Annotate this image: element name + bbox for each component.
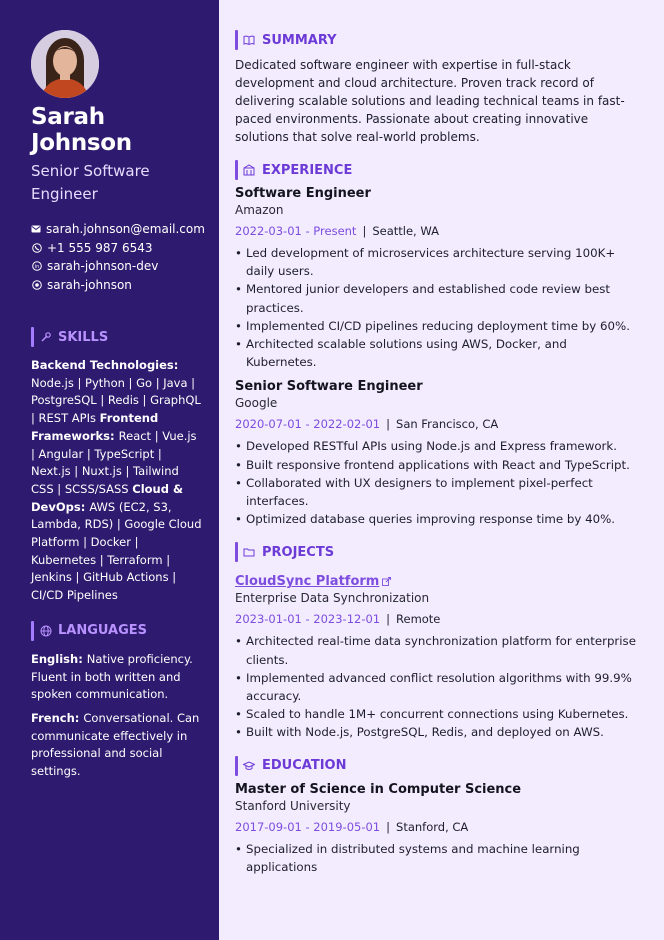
sidebar — [0, 0, 219, 940]
skills-heading-text: SKILLS — [58, 329, 109, 345]
project-name: CloudSync Platform — [235, 574, 380, 590]
folder-icon — [243, 546, 255, 558]
contact-linkedin-text: sarah-johnson-dev — [47, 259, 159, 273]
company-name: Google — [235, 396, 278, 411]
bullet-item: • Collaborated with UX designers to implement pixel-perfect interfaces. — [235, 474, 640, 510]
project-bullets — [235, 632, 640, 741]
job-bullets — [235, 437, 640, 528]
bullet-item: • Developed RESTful APIs using Node.js and Express framework. — [235, 437, 640, 455]
language-item — [31, 710, 203, 781]
skill-group-label: Frontend Frameworks: — [31, 411, 159, 443]
language-label: French: — [31, 710, 84, 725]
globe-icon — [40, 625, 52, 637]
bullet-item: • Optimized database queries improving response time by 40%. — [235, 510, 640, 528]
bullet-item: • Scaled to handle 1M+ concurrent connections using Kubernetes. — [235, 705, 640, 723]
bullet-item: • Led development of microservices architecture serving 100K+ daily users. — [235, 244, 640, 280]
email-icon — [31, 224, 41, 235]
graduation-cap-icon — [243, 760, 255, 772]
contact-github[interactable] — [31, 276, 203, 295]
languages-heading — [31, 621, 203, 641]
heading-accent-bar — [31, 327, 34, 347]
education-meta — [235, 820, 640, 834]
experience-heading — [235, 160, 640, 180]
bullet-item: • Built responsive frontend applications with React and TypeScript. — [235, 456, 640, 474]
project-dates: 2023-01-01 - 2023-12-01 — [235, 612, 381, 627]
external-link-icon — [382, 577, 391, 586]
contact-linkedin[interactable] — [31, 257, 203, 276]
heading-accent-bar — [235, 160, 238, 180]
job-location: San Francisco, CA — [396, 417, 499, 432]
experience-section — [235, 160, 640, 528]
contact-github-text: sarah-johnson — [47, 277, 132, 292]
experience-heading-text: EXPERIENCE — [262, 162, 353, 178]
profile-name: Sarah Johnson — [31, 104, 132, 156]
summary-text: Dedicated software engineer with expertise in full-stack development and cloud architecture. Proven track record of delivering scalable solutions and leading technical teams in fast-paced environments. Passionate about creating innovative solutions that solve real-world problems. — [235, 58, 625, 144]
education-heading-text: EDUCATION — [262, 758, 347, 774]
skill-group-label: Cloud & DevOps: — [31, 481, 183, 514]
linkedin-icon — [31, 261, 42, 272]
project-meta — [235, 612, 640, 626]
wrench-icon — [40, 331, 52, 343]
project-subtitle: Enterprise Data Synchronization — [235, 591, 430, 606]
job-location: Seattle, WA — [372, 224, 439, 238]
degree-title: Master of Science in Computer Science — [235, 781, 522, 797]
contact-email[interactable] — [31, 220, 203, 239]
heading-accent-bar — [235, 756, 238, 776]
contact-list — [31, 220, 203, 294]
phone-icon — [31, 242, 42, 253]
svg-text:in: in — [34, 264, 39, 271]
language-item — [31, 651, 203, 704]
bullet-item: • Built with Node.js, PostgreSQL, Redis, and deployed on AWS. — [235, 723, 640, 741]
bullet-item: • Implemented advanced conflict resolution algorithms with 99.9% accuracy. — [235, 669, 640, 705]
job-title: Software Engineer — [235, 186, 371, 201]
languages-heading-text: LANGUAGES — [58, 623, 148, 639]
job-bullets — [235, 244, 640, 371]
project-entry — [235, 568, 640, 741]
education-entry — [235, 782, 640, 876]
language-text: Conversational. Can communicate effectively in professional and social settings. — [31, 710, 200, 779]
job-meta — [235, 224, 640, 238]
avatar — [31, 30, 99, 98]
summary-heading — [235, 30, 640, 50]
summary-section — [235, 30, 640, 146]
education-bullets — [235, 840, 640, 876]
contact-phone[interactable] — [31, 239, 203, 258]
heading-accent-bar — [31, 621, 34, 641]
job-meta — [235, 417, 640, 431]
meta-separator: | — [362, 224, 367, 238]
projects-heading — [235, 542, 640, 562]
education-location: Stanford, CA — [396, 819, 469, 834]
education-section — [235, 756, 640, 876]
main-content — [219, 0, 664, 940]
skill-group-items: React | Vue.js | Angular | TypeScript | Next.js | Nuxt.js | Tailwind CSS | SCSS/SASS — [31, 428, 197, 496]
language-label: English: — [31, 651, 87, 666]
experience-entry — [235, 186, 640, 371]
bullet-item: • Architected real-time data synchronization platform for enterprise clients. — [235, 632, 640, 668]
summary-heading-text: SUMMARY — [262, 32, 337, 48]
education-dates: 2017-09-01 - 2019-05-01 — [235, 819, 381, 834]
job-dates: 2022-03-01 - Present — [235, 224, 357, 238]
contact-phone-text: +1 555 987 6543 — [47, 240, 153, 255]
building-icon — [243, 164, 255, 176]
projects-heading-text: PROJECTS — [262, 544, 335, 560]
bullet-item: • Implemented CI/CD pipelines reducing deployment time by 60%. — [235, 317, 640, 335]
skills-heading — [31, 327, 203, 347]
book-icon — [243, 34, 255, 46]
language-text: Native proficiency. Fluent in both written and spoken communication. — [31, 651, 193, 702]
heading-accent-bar — [235, 30, 238, 50]
education-heading — [235, 756, 640, 776]
bullet-item: • Specialized in distributed systems and machine learning applications — [235, 840, 640, 876]
bullet-item: • Architected scalable solutions using AWS, Docker, and Kubernetes. — [235, 335, 640, 371]
skill-group-label: Backend Technologies: — [31, 358, 179, 372]
job-title: Senior Software Engineer — [235, 379, 423, 395]
meta-separator: | — [386, 612, 391, 627]
project-link[interactable] — [235, 574, 391, 589]
project-location: Remote — [396, 612, 441, 627]
skill-group-items: AWS (EC2, S3, Lambda, RDS) | Google Cloud Platform | Docker | Kubernetes | Terraform | Jenkins | GitHub Actions | CI/CD Pipelines — [31, 499, 202, 603]
skills-list — [31, 357, 203, 605]
meta-separator: | — [386, 819, 391, 834]
profile-title: Senior Software Engineer — [31, 162, 150, 203]
bullet-item: • Mentored junior developers and established code review best practices. — [235, 280, 640, 316]
meta-separator: | — [386, 417, 391, 432]
skill-group-items: Node.js | Python | Go | Java | PostgreSQL | Redis | GraphQL | REST APIs — [31, 375, 201, 426]
github-icon — [31, 279, 42, 290]
contact-email-text: sarah.johnson@email.com — [46, 222, 205, 236]
heading-accent-bar — [235, 542, 238, 562]
experience-entry — [235, 379, 640, 528]
projects-section — [235, 542, 640, 741]
job-dates: 2020-07-01 - 2022-02-01 — [235, 417, 381, 432]
company-name: Amazon — [235, 203, 284, 217]
school-name: Stanford University — [235, 798, 351, 813]
